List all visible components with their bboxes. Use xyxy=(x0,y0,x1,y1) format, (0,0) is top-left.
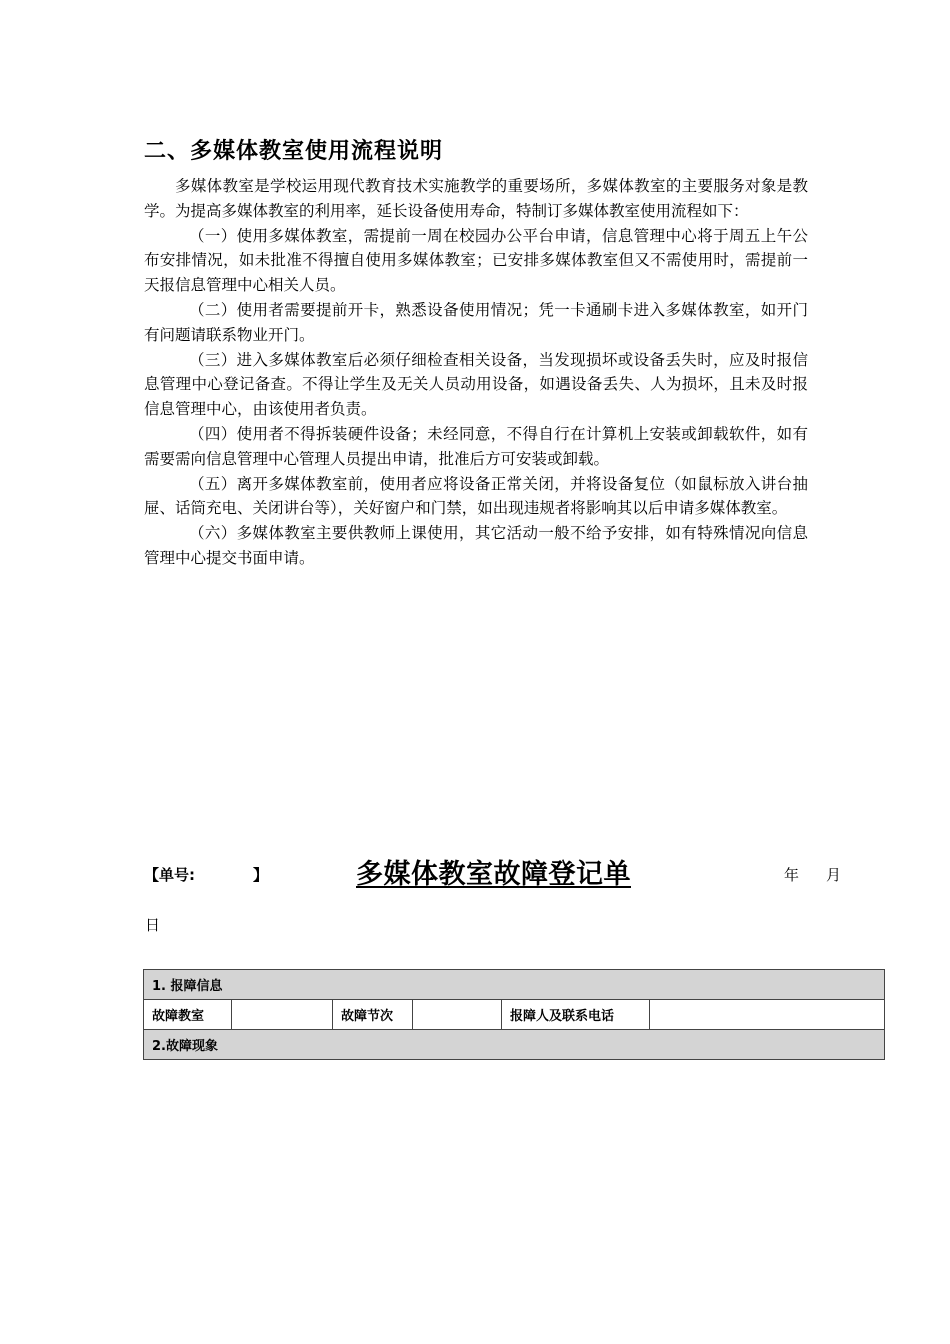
paragraph-rule-3: （三）进入多媒体教室后必须仔细检查相关设备，当发现损坏或设备丢失时，应及时报信息管理中心登记备查。不得让学生及无关人员动用设备，如遇设备丢失、人为损坏，且未及时报信息管理中心，由该使用者负责。 xyxy=(144,350,808,419)
field-period-value[interactable] xyxy=(413,1000,502,1030)
paragraph-intro: 多媒体教室是学校运用现代教育技术实施教学的重要场所，多媒体教室的主要服务对象是教学。为提高多媒体教室的利用率，延长设备使用寿命，特制订多媒体教室使用流程如下： xyxy=(144,177,808,220)
field-period-label: 故障节次 xyxy=(333,1000,413,1030)
paragraph-rule-6: （六）多媒体教室主要供教师上课使用，其它活动一般不给予安排，如有特殊情况向信息管理中心提交书面申请。 xyxy=(144,524,808,567)
paragraph-rule-5: （五）离开多媒体教室前，使用者应将设备正常关闭，并将设备复位（如鼠标放入讲台抽屉、话筒充电、关闭讲台等），关好窗户和门禁，如出现违规者将影响其以后申请多媒体教室。 xyxy=(144,474,808,518)
section-row-fault-description xyxy=(144,1030,885,1060)
order-number-close: 】 xyxy=(253,866,269,884)
paragraph-rule-4: （四）使用者不得拆装硬件设备；未经同意，不得自行在计算机上安装或卸载软件，如有需要需向信息管理中心管理人员提出申请，批准后方可安装或卸载。 xyxy=(144,424,808,468)
date-day-label: 日 xyxy=(145,916,161,934)
order-number-label xyxy=(144,864,268,885)
section-report-info-title: 1. 报障信息 xyxy=(144,970,885,1000)
fault-register-table xyxy=(143,969,885,1060)
field-room-label: 故障教室 xyxy=(144,1000,232,1030)
date-year-label: 年 xyxy=(784,866,800,884)
field-reporter-value[interactable] xyxy=(650,1000,885,1030)
form-header xyxy=(144,848,844,898)
paragraph-rule-2: （二）使用者需要提前开卡，熟悉设备使用情况；凭一卡通刷卡进入多媒体教室，如开门有问题请联系物业开门。 xyxy=(144,300,808,344)
body-text xyxy=(144,174,808,571)
section-fault-description-title: 2.故障现象 xyxy=(144,1030,885,1060)
order-number-open: 【单号: xyxy=(144,866,195,884)
section-row-report-info xyxy=(144,970,885,1000)
paragraph-rule-1: （一）使用多媒体教室，需提前一周在校园办公平台申请，信息管理中心将于周五上午公布安排情况，如未批准不得擅自使用多媒体教室；已安排多媒体教室但又不需使用时，需提前一天报信息管理中心相关人员。 xyxy=(144,226,808,295)
field-room-value[interactable] xyxy=(232,1000,333,1030)
table-row xyxy=(144,1000,885,1030)
date-month-label: 月 xyxy=(826,866,842,884)
form-title: 多媒体教室故障登记单 xyxy=(356,859,631,890)
section-title: 二、多媒体教室使用流程说明 xyxy=(144,139,444,164)
field-reporter-label: 报障人及联系电话 xyxy=(502,1000,650,1030)
